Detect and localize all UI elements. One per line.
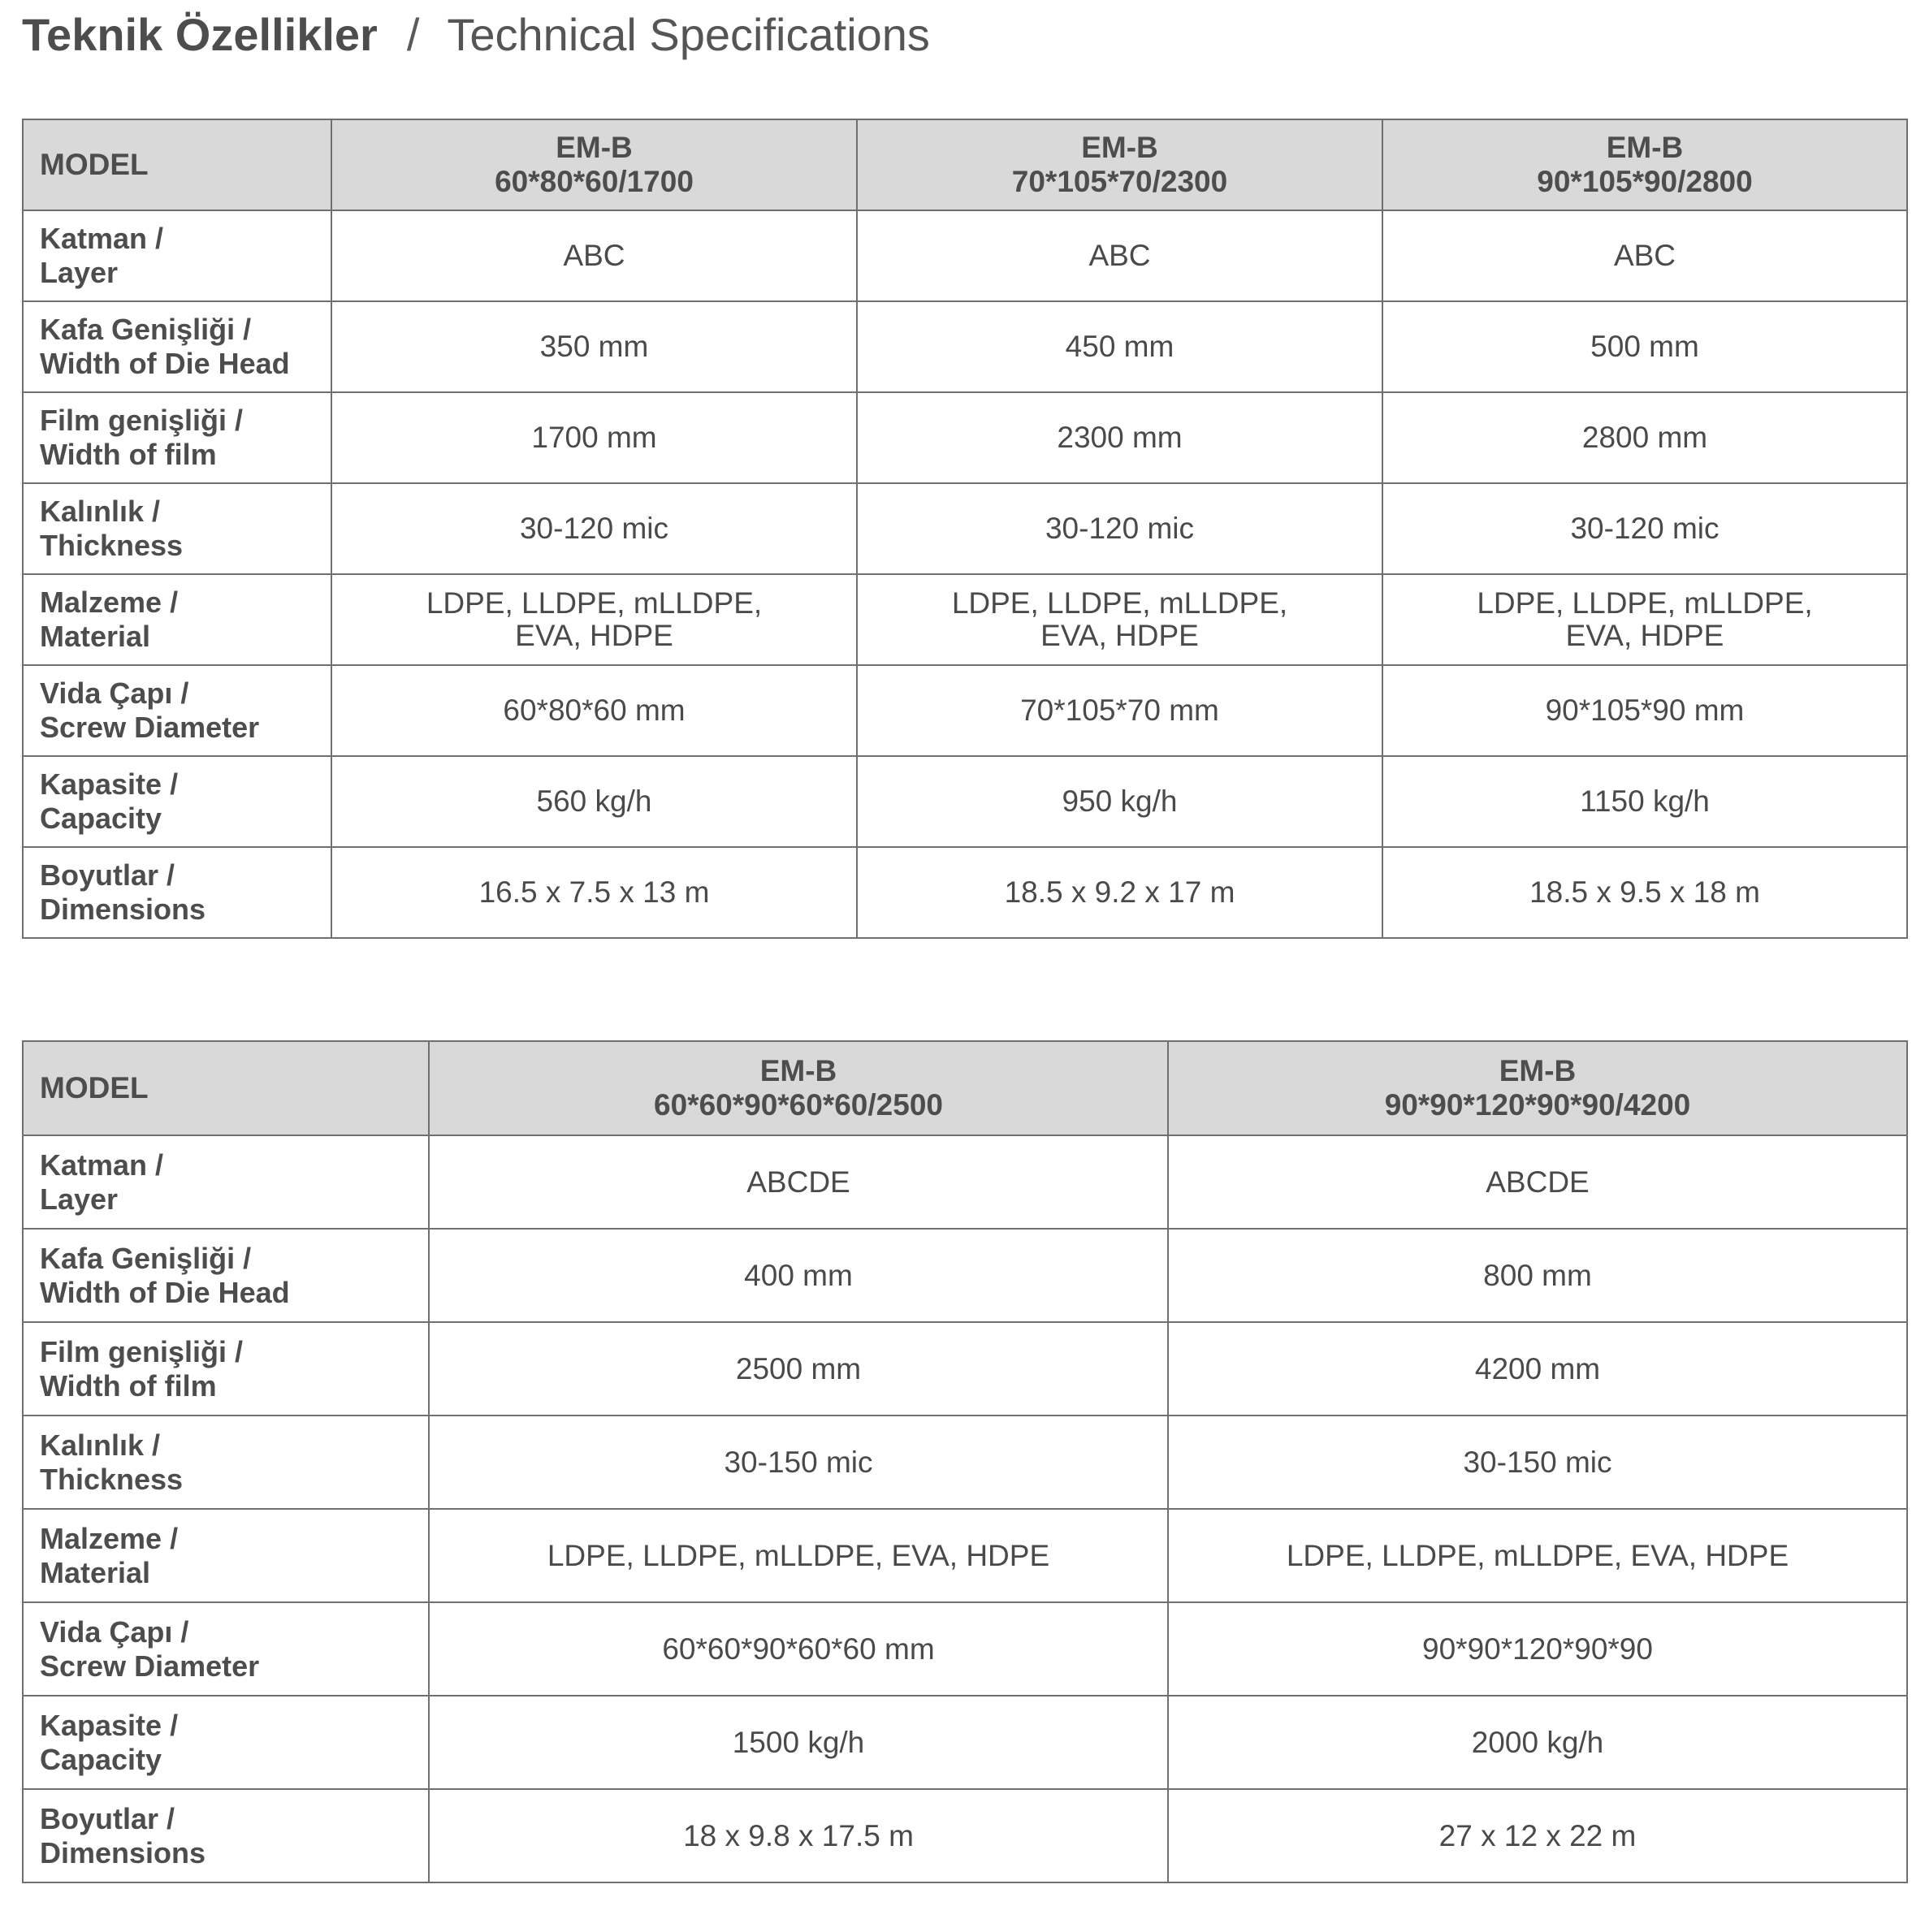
table-cell: 27 x 12 x 22 m: [1168, 1789, 1907, 1882]
model-header: EM-B 60*60*90*60*60/2500: [429, 1041, 1168, 1135]
table-cell: 500 mm: [1382, 301, 1907, 392]
row-label: Kafa Genişliği / Width of Die Head: [23, 1229, 429, 1322]
table-cell: 950 kg/h: [857, 756, 1382, 847]
table-cell: 60*80*60 mm: [331, 665, 857, 756]
title-english: Technical Specifications: [447, 9, 930, 60]
table-row: [23, 1789, 1907, 1882]
table-cell: 560 kg/h: [331, 756, 857, 847]
row-label: Kalınlık / Thickness: [23, 483, 331, 574]
table-cell: 400 mm: [429, 1229, 1168, 1322]
row-label: Katman / Layer: [23, 210, 331, 301]
table-row: [23, 1602, 1907, 1696]
model-header: EM-B 70*105*70/2300: [857, 119, 1382, 210]
table-cell: 30-150 mic: [1168, 1416, 1907, 1509]
table-cell: ABCDE: [1168, 1135, 1907, 1229]
spec-table-1: [22, 119, 1908, 939]
table-cell: 18.5 x 9.5 x 18 m: [1382, 847, 1907, 938]
table-header-row: [23, 1041, 1907, 1135]
table-cell: 450 mm: [857, 301, 1382, 392]
table-row: [23, 847, 1907, 938]
table-cell: ABC: [857, 210, 1382, 301]
table-cell: 16.5 x 7.5 x 13 m: [331, 847, 857, 938]
table-row: [23, 756, 1907, 847]
table-cell: LDPE, LLDPE, mLLDPE, EVA, HDPE: [331, 574, 857, 665]
table-cell: 18.5 x 9.2 x 17 m: [857, 847, 1382, 938]
table-row: [23, 574, 1907, 665]
row-label: Katman / Layer: [23, 1135, 429, 1229]
table-cell: 90*105*90 mm: [1382, 665, 1907, 756]
table-cell: ABC: [1382, 210, 1907, 301]
row-label: Film genişliği / Width of film: [23, 1322, 429, 1416]
table-cell: 800 mm: [1168, 1229, 1907, 1322]
model-header-label: MODEL: [23, 1041, 429, 1135]
table-cell: 70*105*70 mm: [857, 665, 1382, 756]
table-cell: 60*60*90*60*60 mm: [429, 1602, 1168, 1696]
row-label: Kafa Genişliği / Width of Die Head: [23, 301, 331, 392]
row-label: Malzeme / Material: [23, 1509, 429, 1602]
table-row: [23, 301, 1907, 392]
table-cell: 30-120 mic: [331, 483, 857, 574]
table-cell: 4200 mm: [1168, 1322, 1907, 1416]
table-cell: 30-120 mic: [1382, 483, 1907, 574]
table-cell: 1500 kg/h: [429, 1696, 1168, 1789]
table-row: [23, 210, 1907, 301]
title-turkish: Teknik Özellikler: [22, 9, 378, 60]
table-cell: LDPE, LLDPE, mLLDPE, EVA, HDPE: [857, 574, 1382, 665]
table-row: [23, 1322, 1907, 1416]
table-row: [23, 483, 1907, 574]
table-row: [23, 1696, 1907, 1789]
spec-table-2: [22, 1040, 1908, 1883]
model-header: EM-B 90*90*120*90*90/4200: [1168, 1041, 1907, 1135]
table-row: [23, 1229, 1907, 1322]
row-label: Kapasite / Capacity: [23, 756, 331, 847]
row-label: Malzeme / Material: [23, 574, 331, 665]
row-label: Vida Çapı / Screw Diameter: [23, 1602, 429, 1696]
table-cell: 30-120 mic: [857, 483, 1382, 574]
table-cell: 30-150 mic: [429, 1416, 1168, 1509]
table-row: [23, 392, 1907, 483]
table-cell: LDPE, LLDPE, mLLDPE, EVA, HDPE: [429, 1509, 1168, 1602]
model-header-label: MODEL: [23, 119, 331, 210]
table-cell: 1700 mm: [331, 392, 857, 483]
row-label: Boyutlar / Dimensions: [23, 1789, 429, 1882]
table-cell: 2300 mm: [857, 392, 1382, 483]
table-cell: 2800 mm: [1382, 392, 1907, 483]
table-row: [23, 1135, 1907, 1229]
row-label: Film genişliği / Width of film: [23, 392, 331, 483]
row-label: Boyutlar / Dimensions: [23, 847, 331, 938]
row-label: Kapasite / Capacity: [23, 1696, 429, 1789]
title-separator: /: [406, 9, 420, 60]
table-row: [23, 665, 1907, 756]
table-cell: 2000 kg/h: [1168, 1696, 1907, 1789]
row-label: Vida Çapı / Screw Diameter: [23, 665, 331, 756]
model-header: EM-B 90*105*90/2800: [1382, 119, 1907, 210]
page-title: [22, 6, 930, 63]
table-cell: 90*90*120*90*90: [1168, 1602, 1907, 1696]
table-cell: 1150 kg/h: [1382, 756, 1907, 847]
table-row: [23, 1416, 1907, 1509]
table-cell: LDPE, LLDPE, mLLDPE, EVA, HDPE: [1382, 574, 1907, 665]
table-cell: ABC: [331, 210, 857, 301]
table-cell: 2500 mm: [429, 1322, 1168, 1416]
table-header-row: [23, 119, 1907, 210]
row-label: Kalınlık / Thickness: [23, 1416, 429, 1509]
table-cell: ABCDE: [429, 1135, 1168, 1229]
table-cell: 350 mm: [331, 301, 857, 392]
table-cell: LDPE, LLDPE, mLLDPE, EVA, HDPE: [1168, 1509, 1907, 1602]
model-header: EM-B 60*80*60/1700: [331, 119, 857, 210]
table-cell: 18 x 9.8 x 17.5 m: [429, 1789, 1168, 1882]
table-row: [23, 1509, 1907, 1602]
